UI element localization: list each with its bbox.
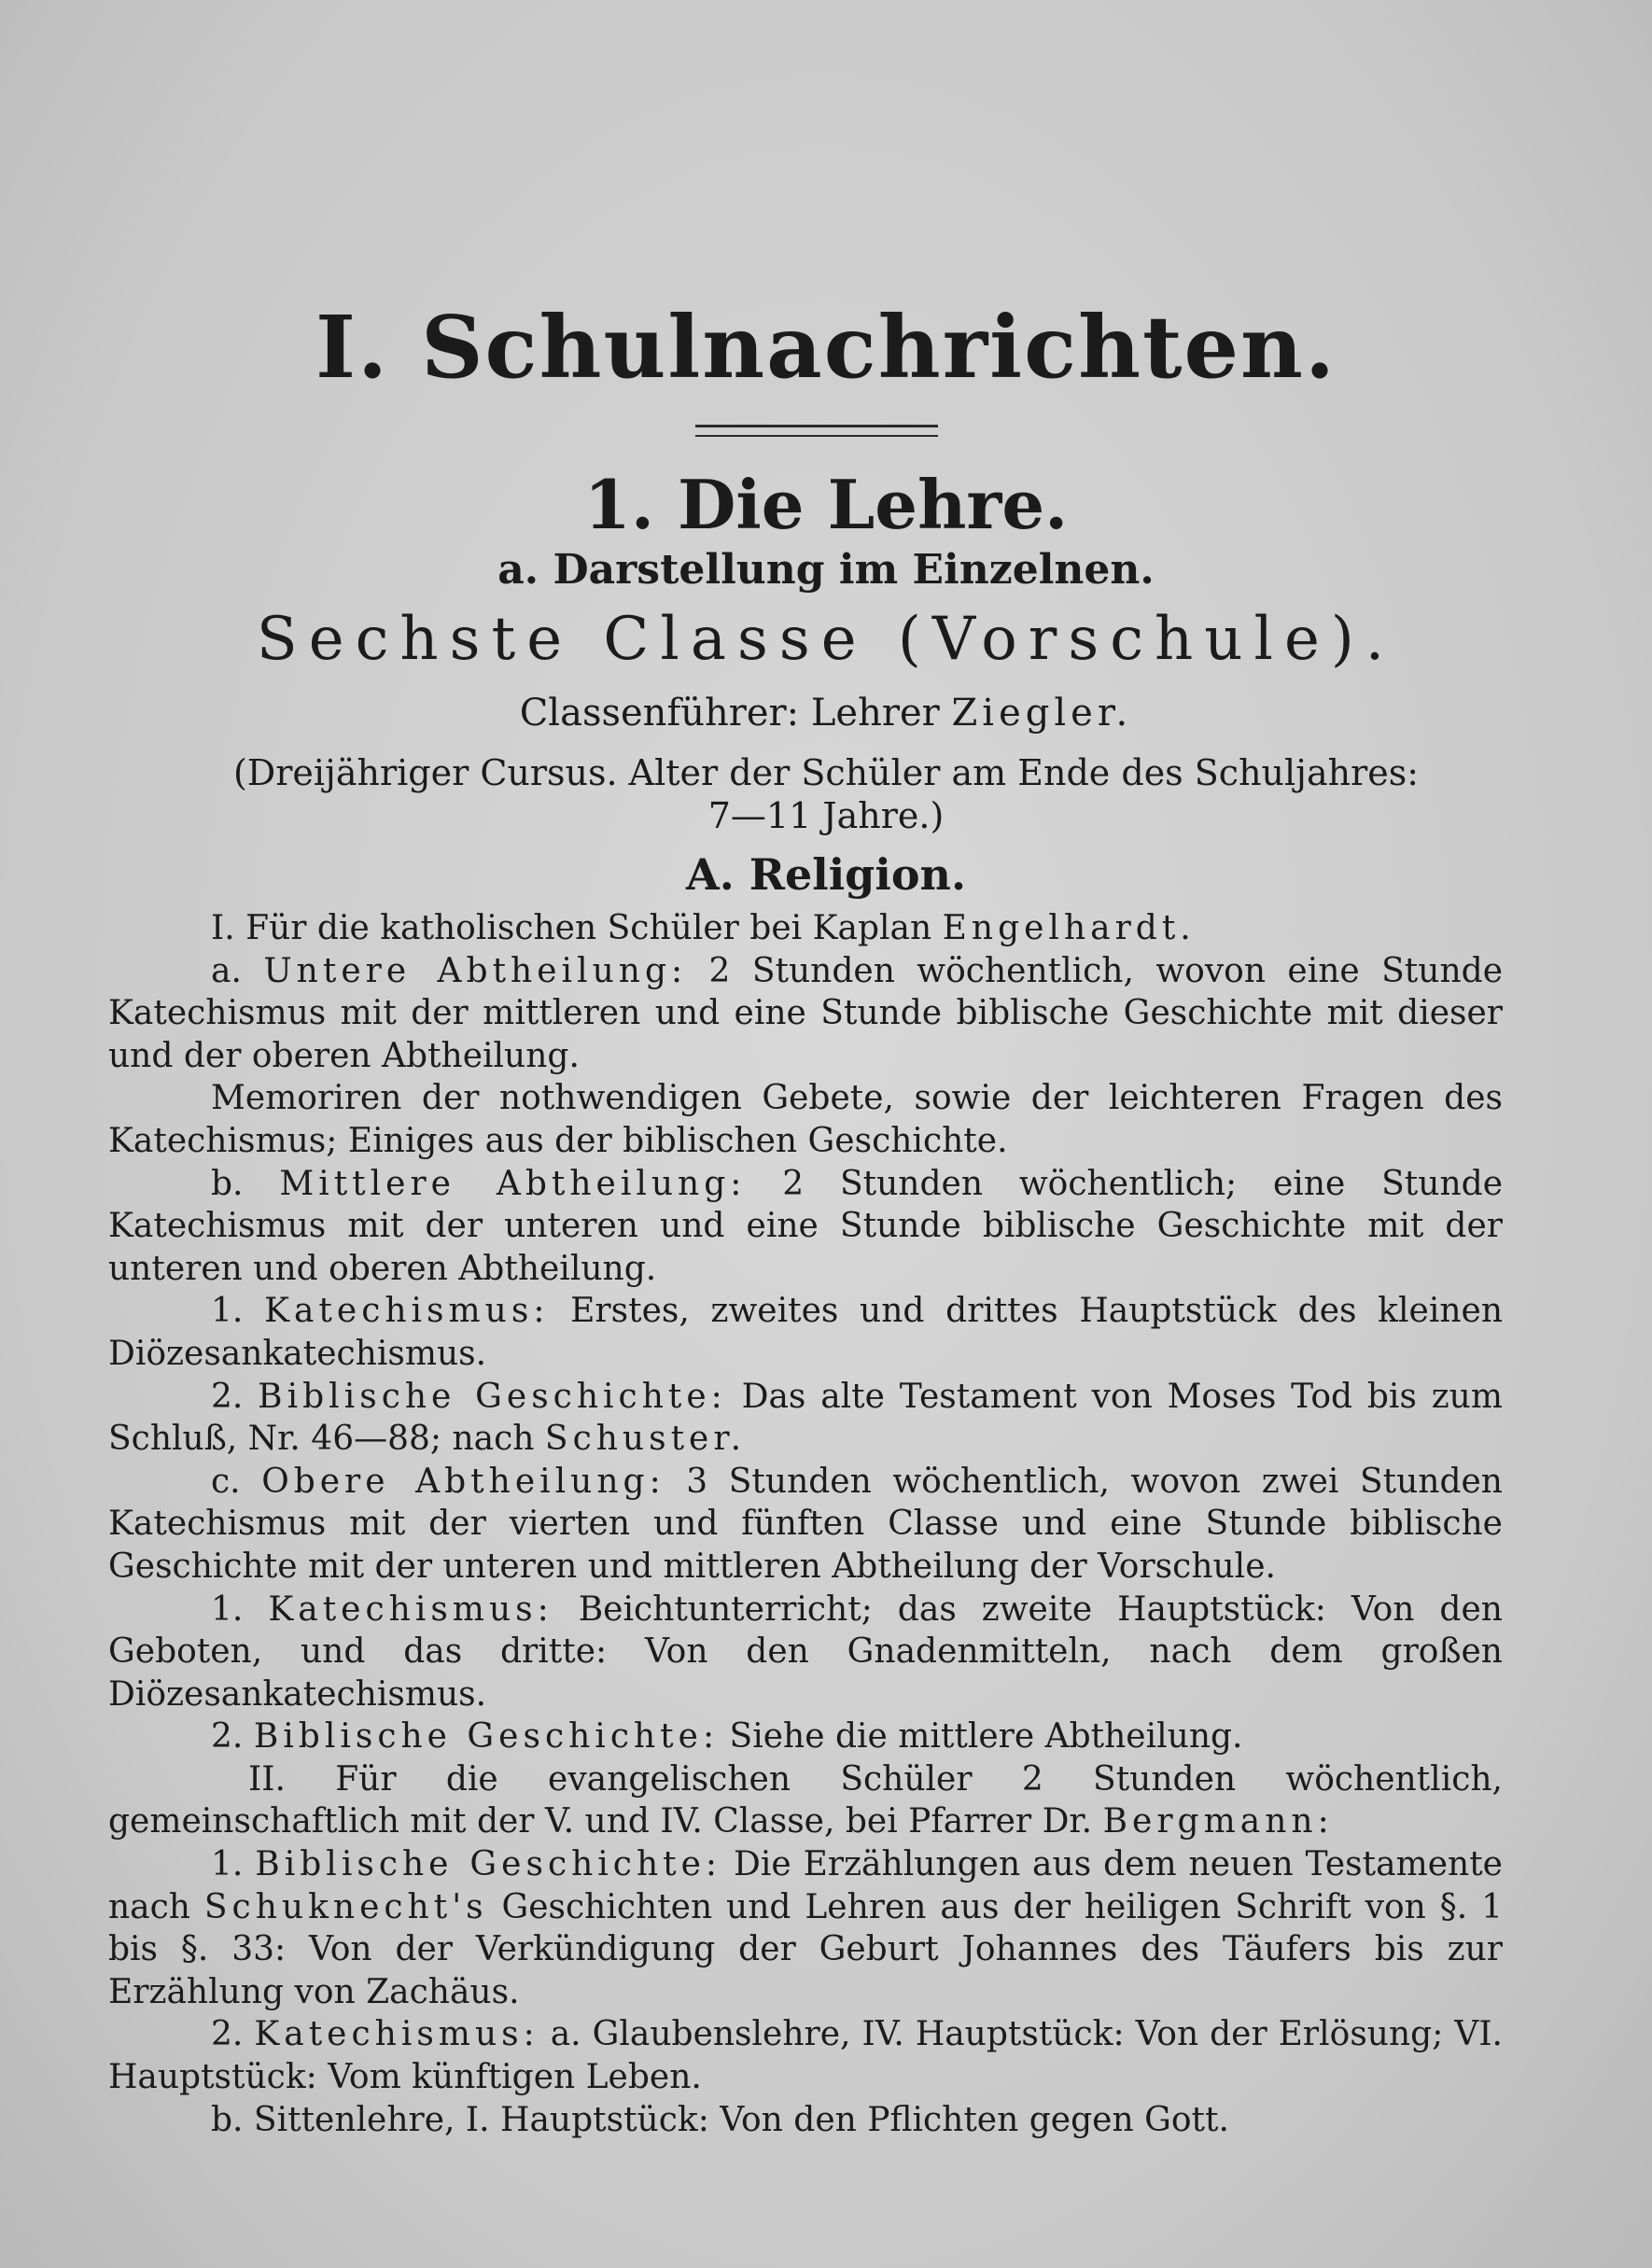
text: a. Glaubenslehre, IV. Hauptstück: Von der Erlösung; VI. Hauptstück: Vom künftigen Leben. (108, 2015, 1503, 2097)
prefix: 1. (211, 1845, 244, 1884)
text: 2 Stunden wöchentlich, wovon eine Stunde Katechismus mit der mittleren und eine Stunde biblische Geschichte mit dieser und der oberen Abtheilung. (108, 951, 1503, 1075)
text: 3 Stunden wöchentlich, wovon zwei Stunden Katechismus mit der vierten und fünften Classe und eine Stunde biblische Geschichte mit der unteren und mittleren Abtheilung der Vorschule. (108, 1462, 1503, 1586)
leader-label: Classenführer: Lehrer (519, 692, 940, 735)
text: Beichtunterricht; das zweite Hauptstück: Von den Geboten, und das dritte: Von den Gnadenmitteln, nach dem großen Diözesankatechismus. (108, 1589, 1503, 1714)
label: Biblische Geschichte: (255, 1845, 722, 1884)
prefix: 2. (211, 2015, 244, 2054)
text: Erstes, zweites und drittes Hauptstück des kleinen Diözesankatechismus. (108, 1292, 1504, 1373)
paragraph: Memoriren der nothwendigen Gebete, sowie der leichteren Fragen des Katechismus; Einiges aus der biblischen Geschichte. (108, 1079, 1503, 1160)
label: Katechismus: (264, 1292, 550, 1331)
paragraph (108, 1376, 1503, 1461)
main-title: I. Schulnachrichten. (315, 297, 1337, 398)
paragraph: b. Sittenlehre, I. Hauptstück: Von den Pflichten gegen Gott. (211, 2100, 1229, 2139)
prefix: b. (211, 1164, 244, 1203)
subsection-title: a. Darstellung im Einzelnen. (497, 546, 1155, 594)
label: Untere Abtheilung: (263, 951, 688, 990)
text: II. Für die evangelischen Schüler 2 Stunden wöchentlich, gemeinschaftlich mit der V. und IV. Classe, bei Pfarrer Dr. (108, 1759, 1503, 1841)
title-rule (695, 425, 938, 437)
body-text (108, 907, 1503, 2141)
paragraph (108, 1589, 1503, 1716)
paragraph (108, 1290, 1503, 1375)
paragraph (108, 1461, 1503, 1589)
prefix: 1. (211, 1292, 244, 1331)
name: Engelhardt. (942, 909, 1196, 947)
prefix: 2. (211, 1717, 244, 1757)
label: Mittlere Abtheilung: (279, 1164, 747, 1203)
text: Die Erzählungen aus dem neuen Testamente nach (108, 1845, 1503, 1926)
name: Schuknecht's (203, 1887, 488, 1926)
paragraph (108, 907, 1503, 950)
leader-name: Ziegler. (951, 692, 1133, 735)
label: Katechismus: (254, 2015, 539, 2054)
subject-heading: A. Religion. (686, 849, 966, 900)
paragraph (108, 1843, 1503, 2013)
prefix: c. (211, 1462, 241, 1501)
paragraph (108, 2013, 1503, 2098)
class-leader (0, 692, 1652, 735)
paragraph (108, 1715, 1503, 1758)
prefix: a. (211, 951, 242, 990)
prefix: 1. (211, 1589, 244, 1629)
text: I. Für die katholischen Schüler bei Kaplan (211, 909, 932, 947)
paragraph (108, 1163, 1503, 1291)
text: Siehe die mittlere Abtheilung. (729, 1717, 1243, 1757)
name: Bergmann: (1102, 1802, 1334, 1841)
text: Das alte Testament von Moses Tod bis zum Schluß, Nr. 46—88; nach (108, 1377, 1504, 1459)
course-info-line2: 7—11 Jahre.) (707, 795, 945, 836)
paragraph (108, 950, 1503, 1078)
label: Biblische Geschichte: (253, 1717, 720, 1757)
text: 2 Stunden wöchentlich; eine Stunde Katechismus mit der unteren und eine Stunde biblische Geschichte mit der unteren und oberen Abtheilung. (108, 1164, 1503, 1288)
label: Katechismus: (268, 1589, 553, 1629)
course-info-line1: (Dreijähriger Cursus. Alter der Schüler am Ende des Schuljahres: (232, 752, 1420, 793)
label: Obere Abtheilung: (261, 1462, 665, 1501)
class-title: Sechste Classe (Vorschule). (256, 605, 1396, 674)
section-title: 1. Die Lehre. (583, 465, 1069, 544)
paragraph (108, 1758, 1503, 1843)
text: Geschichten und Lehren aus der heiligen Schrift von §. 1 bis §. 33: Von der Verkündigung der Geburt Johannes des Täufers bis zur Erzählung von Zachäus. (108, 1887, 1503, 2011)
prefix: 2. (211, 1377, 244, 1416)
label: Biblische Geschichte: (258, 1377, 727, 1416)
name: Schuster. (544, 1420, 747, 1459)
